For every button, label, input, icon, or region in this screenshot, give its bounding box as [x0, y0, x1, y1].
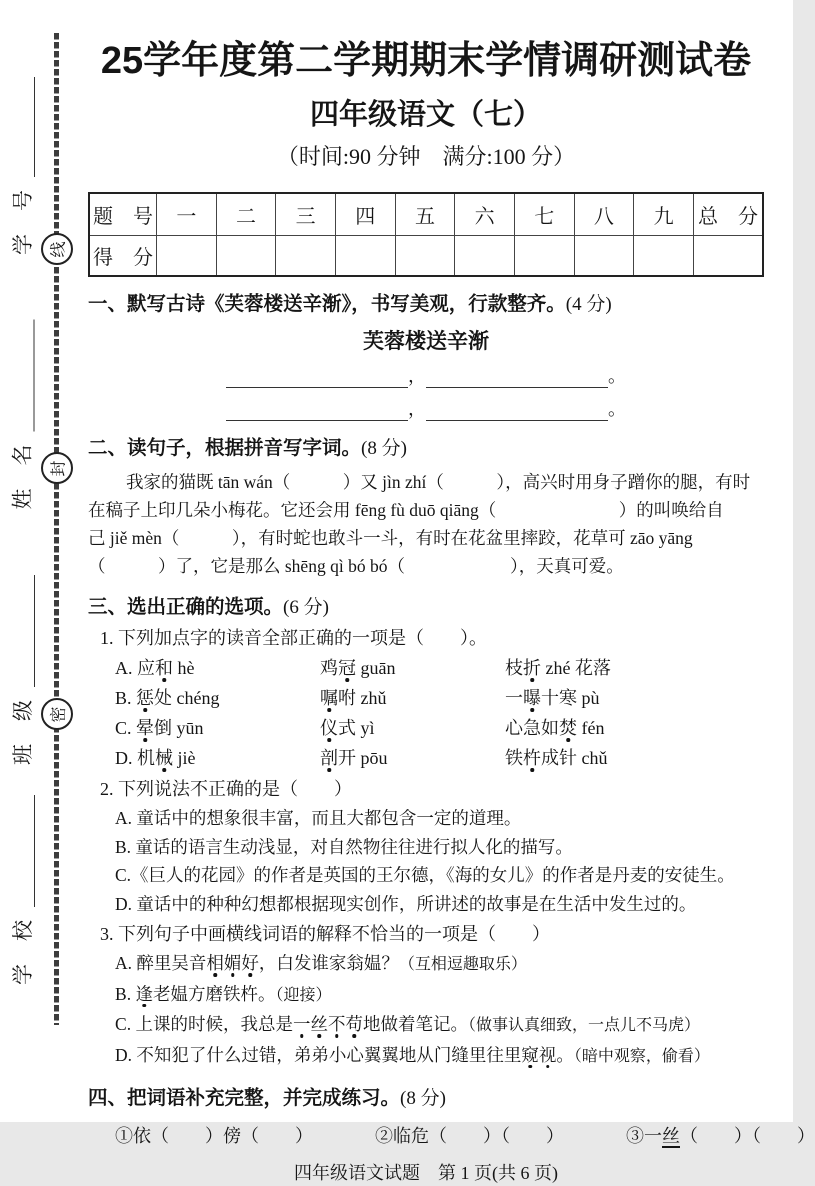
question-1-options — [115, 653, 764, 773]
header-cell: 九 — [634, 193, 694, 236]
option-a-col3: 枝折 zhé 花落 — [505, 658, 611, 678]
answer-blank — [226, 367, 408, 388]
pinyin-paragraph — [88, 468, 764, 580]
header-cell: 五 — [395, 193, 455, 236]
question-2-option-b: B. 童话的语言生动浅显，对自然物往往进行拟人化的描写。 — [115, 836, 573, 857]
paragraph-line: （ ）了，它是那么 shēng qì bó bó（ ），天真可爱。 — [88, 556, 624, 576]
school-label: 学 校 — [11, 919, 35, 985]
section-one-heading: 一、默写古诗《芙蓉楼送辛渐》，书写美观，行款整齐。(4 分) — [88, 293, 612, 315]
score-cell — [395, 236, 455, 277]
student-name-blank — [9, 320, 34, 432]
question-2-option-a: A. 童话中的想象很丰富，而且大都包含一定的道理。 — [115, 808, 522, 828]
score-cell — [276, 236, 336, 277]
score-cell — [574, 236, 634, 277]
section-one-points: (4 分) — [565, 294, 612, 315]
time-score-info: （时间:90 分钟 满分:100 分） — [276, 144, 576, 169]
score-row-label: 得 分 — [89, 236, 157, 277]
header-cell: 一 — [157, 193, 217, 236]
question-2-prompt: 2. 下列说法不正确的是（ ） — [100, 779, 352, 799]
page-title: 25学年度第二学期期末学情调研测试卷 — [100, 40, 752, 82]
field-student-name — [5, 275, 39, 510]
question-3-option-b: B. 逢老媪方磨铁杵。（迎接） — [115, 983, 332, 1004]
option-c-col3: 心急如焚 fén — [505, 718, 605, 738]
student-name-label: 姓 名 — [10, 443, 35, 510]
option-d-col1: D. 机械 jiè — [115, 748, 196, 768]
fill-item-1: ①依（ ）傍（ ） — [115, 1126, 313, 1146]
section-two-points: (8 分) — [361, 438, 407, 459]
field-school — [5, 785, 39, 985]
main-content — [88, 36, 815, 1186]
header-cell: 总 分 — [694, 193, 764, 236]
section-four-points: (8 分) — [400, 1088, 446, 1109]
question-3-option-a: A. 醉里吴音相媚好，白发谁家翁媪？（互相逗趣取乐） — [115, 953, 527, 973]
question-3-option-c: C. 上课的时候，我总是一丝不苟地做着笔记。（做事认真细致，一点儿不马虎） — [115, 1014, 700, 1034]
header-cell: 二 — [216, 193, 276, 236]
option-d-col2: 剖开 pōu — [320, 748, 388, 768]
field-student-id — [5, 65, 39, 255]
seal-char-xian: 线 — [41, 233, 73, 265]
paper-subtitle: 四年级语文（七） — [309, 99, 542, 131]
header-cell: 题 号 — [89, 193, 157, 236]
field-class — [5, 565, 39, 765]
student-id-blank — [10, 77, 35, 177]
page-footer: 四年级语文试题 第 1 页(共 6 页) — [294, 1163, 558, 1183]
seal-char-mi: 密 — [41, 698, 73, 730]
score-row — [89, 236, 763, 277]
section-four-heading: 四、把词语补充完整，并完成练习。(8 分) — [88, 1087, 446, 1109]
section-three-points: (6 分) — [283, 597, 329, 618]
question-2-option-c: C.《巨人的花园》的作者是英国的王尔德，《海的女儿》的作者是丹麦的安徒生。 — [115, 865, 735, 885]
paragraph-line: 己 jiě mèn（ ），有时蛇也敢斗一斗，有时在花盆里摔跤，花草可 zāo yāng — [88, 528, 693, 548]
score-cell — [216, 236, 276, 277]
paragraph-line: 我家的猫既 tān wán（ ）又 jìn zhí（ ），高兴时用身子蹭你的腿，有时 — [126, 472, 751, 492]
option-b-col3: 一曝十寒 pù — [505, 688, 600, 708]
fill-item-2: ②临危（ ）（ ） — [375, 1126, 564, 1146]
section-two-heading: 二、读句子，根据拼音写字词。(8 分) — [88, 437, 407, 459]
option-c-col1: C. 晕倒 yūn — [115, 718, 204, 738]
answer-blank — [226, 400, 408, 421]
seal-char-feng: 封 — [41, 452, 73, 484]
option-d-col3: 铁杵成针 chǔ — [505, 748, 608, 768]
school-blank — [10, 795, 35, 907]
poem-answer-line: ， 。 — [88, 366, 764, 388]
question-3-option-d: D. 不知犯了什么过错，弟弟小心翼翼地从门缝里往里窥视。（暗中观察，偷看） — [115, 1044, 710, 1065]
paragraph-line: 在稿子上印几朵小梅花。它还会用 fēng fù duō qiāng（ ）的叫唤给自 — [88, 500, 724, 520]
poem-title: 芙蓉楼送辛渐 — [363, 329, 489, 353]
option-a-col2: 鸡冠 guān — [320, 658, 396, 678]
poem-answer-line: ， 。 — [88, 399, 764, 421]
score-cell — [157, 236, 217, 277]
header-cell: 八 — [574, 193, 634, 236]
seal-dashed-line — [54, 33, 59, 1025]
header-cell: 四 — [335, 193, 395, 236]
score-cell — [514, 236, 574, 277]
section-three-heading: 三、选出正确的选项。(6 分) — [88, 596, 329, 618]
fill-item-3: ③一丝（ ）（ ） — [626, 1126, 815, 1146]
score-cell — [455, 236, 515, 277]
question-2-option-d: D. 童话中的种种幻想都根据现实创作，所讲述的故事是在生活中发生过的。 — [115, 893, 697, 914]
class-blank — [10, 575, 35, 687]
question-1-prompt: 1. 下列加点字的读音全部正确的一项是（ ）。 — [100, 628, 487, 648]
student-id-label: 学 号 — [11, 189, 35, 255]
score-cell — [694, 236, 764, 277]
question-3-prompt: 3. 下列句子中画横线词语的解释不恰当的一项是（ ） — [100, 924, 550, 944]
score-table — [88, 192, 764, 277]
answer-blank — [426, 400, 608, 421]
header-cell: 七 — [514, 193, 574, 236]
score-cell — [335, 236, 395, 277]
word-completion-row — [115, 1122, 815, 1150]
score-cell — [634, 236, 694, 277]
header-cell: 三 — [276, 193, 336, 236]
option-c-col2: 仪式 yì — [320, 718, 375, 738]
option-a-col1: A. 应和 hè — [115, 658, 195, 678]
answer-blank — [426, 367, 608, 388]
class-label: 班 级 — [11, 699, 35, 765]
option-b-col1: B. 惩处 chéng — [115, 688, 220, 708]
question-number-row — [89, 193, 763, 236]
header-cell: 六 — [455, 193, 515, 236]
option-b-col2: 嘱咐 zhǔ — [320, 688, 387, 708]
